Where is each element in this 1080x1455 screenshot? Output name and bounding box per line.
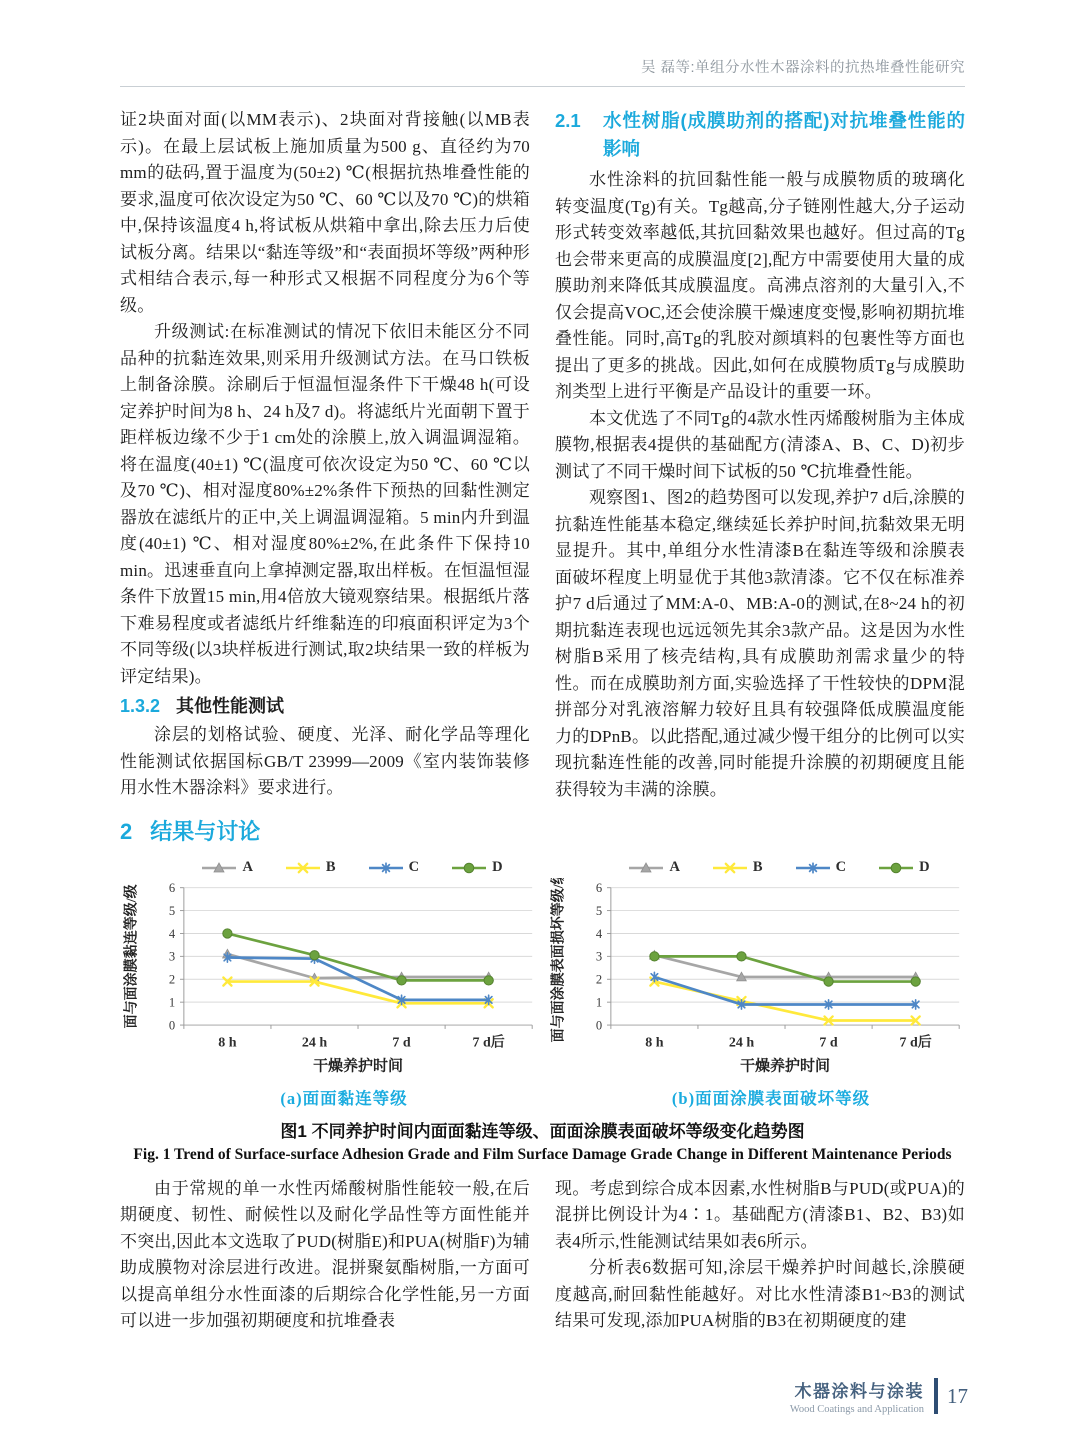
legend-label: D bbox=[919, 859, 930, 875]
y-tick-label: 2 bbox=[595, 972, 603, 987]
circle-marker bbox=[464, 863, 474, 873]
legend-label: C bbox=[408, 859, 420, 875]
y-tick-label: 6 bbox=[595, 880, 603, 895]
y-tick-label: 0 bbox=[595, 1017, 603, 1032]
y-tick-label: 5 bbox=[168, 903, 176, 918]
paragraph: 本文优选了不同Tg的4款水性丙烯酸树脂为主体成膜物,根据表4提供的基础配方(清漆A、B、C、D)初步测试了不同干燥时间下试板的50 ℃抗堆叠性能。 bbox=[555, 408, 965, 481]
main-columns bbox=[120, 107, 965, 848]
chart-plot-b bbox=[547, 878, 965, 1079]
chart-plot-a bbox=[120, 878, 538, 1079]
circle-marker bbox=[310, 950, 319, 959]
legend-marker-B bbox=[712, 862, 748, 874]
paragraph: 由于常规的单一水性丙烯酸树脂性能较一般,在后期硬度、韧性、耐候性以及耐化学品性等方面性能并不突出,因此本文选取了PUD(树脂E)和PUA(树脂F)为辅助成膜物对涂层进行改进。混拼聚氨酯树脂,一方面可以提高单组分水性面漆的后期综合化学性能,另一方面可以进一步加强初期硬度和抗堆叠表 bbox=[120, 1178, 530, 1331]
legend-item-B bbox=[712, 859, 763, 876]
x-tick-label: 7 d bbox=[392, 1034, 411, 1050]
legend-item-B bbox=[285, 859, 336, 876]
y-tick-label: 2 bbox=[168, 972, 176, 987]
circle-marker bbox=[223, 928, 232, 937]
page-footer bbox=[790, 1377, 968, 1415]
charts-row bbox=[120, 858, 965, 1109]
legend-label: C bbox=[835, 859, 847, 875]
x-tick-label: 7 d后 bbox=[899, 1034, 932, 1050]
legend-marker-C bbox=[368, 862, 404, 874]
y-axis-title: 面与面涂膜表面损坏等级/级 bbox=[551, 877, 567, 1042]
series-A bbox=[223, 949, 494, 982]
journal-name-en: Wood Coatings and Application bbox=[789, 1404, 924, 1415]
y-tick-label: 5 bbox=[595, 903, 603, 918]
figure-1 bbox=[120, 858, 965, 1164]
y-tick-label: 3 bbox=[168, 949, 176, 964]
bottom-right-column bbox=[555, 1176, 965, 1335]
legend-item-C bbox=[795, 859, 846, 876]
legend-item-A bbox=[201, 859, 252, 876]
x-tick-label: 8 h bbox=[218, 1034, 237, 1050]
section-heading-1-3-2 bbox=[120, 693, 530, 720]
x-tick-label: 7 d bbox=[819, 1034, 838, 1050]
series-line-B bbox=[654, 981, 915, 1020]
left-column bbox=[120, 107, 530, 848]
paragraph: 观察图1、图2的趋势图可以发现,养护7 d后,涂膜的抗黏连性能基本稳定,继续延长养护时间,抗黏效果无明显提升。其中,单组分水性清漆B在黏连等级和涂膜表面破坏程度上明显优于其他3款清漆。它不仅在标准养护7 d后通过了MM:A-0、MB:A-0的测试,在8~24 h的初期抗黏连表现也远远领先其余3款产品。这是因为水性树脂B采用了核壳结构,具有成膜助剂需求量少的特性。而在成膜助剂方面,实验选择了干性较快的DPM混拼部分对乳液溶解力较好且具有较强降低成膜温度能力的DPnB。以此搭配,通过减少慢干组分的比例可以实现抗黏连性能的改善,同时能提升涂膜的初期硬度且能获得较为丰满的涂膜。 bbox=[555, 488, 965, 799]
x-tick-label: 8 h bbox=[645, 1034, 664, 1050]
section-title: 结果与讨论 bbox=[150, 818, 261, 844]
legend-marker-D bbox=[878, 862, 914, 874]
paragraph: 分析表6数据可知,涂层干燥养护时间越长,涂膜硬度越高,耐回黏性能越好。对比水性清漆B1~B3的测试结果可发现,添加PUA树脂的B3在初期硬度的建 bbox=[555, 1258, 965, 1331]
bottom-left-column bbox=[120, 1176, 530, 1335]
y-tick-label: 0 bbox=[168, 1017, 176, 1032]
legend-item-D bbox=[451, 859, 502, 876]
x-axis-title: 干燥养护时间 bbox=[740, 1058, 830, 1075]
series-A bbox=[650, 950, 921, 980]
paragraph: 水性涂料的抗回黏性能一般与成膜物质的玻璃化转变温度(Tg)有关。Tg越高,分子链刚性越大,分子运动形式转变效率越低,其抗回黏效果也越好。但过高的Tg也会带来更高的成膜温度[2],配方中需要使用大量的成膜助剂来降低其成膜温度。高沸点溶剂的大量引入,不仅会提高VOC,还会使涂膜干燥速度变慢,影响初期抗堆叠性能。同时,高Tg的乳胶对颜填料的包裹性等方面也提出了更多的挑战。因此,如何在成膜物质Tg与成膜助剂类型上进行平衡是产品设计的重要一环。 bbox=[555, 170, 965, 401]
chart-panel-b bbox=[547, 858, 965, 1109]
page-number: 17 bbox=[947, 1383, 968, 1408]
x-tick-label: 24 h bbox=[301, 1034, 328, 1050]
figure-caption-zh: 图1 不同养护时间内面面黏连等级、面面涂膜表面破坏等级变化趋势图 bbox=[280, 1121, 805, 1141]
paragraph: 升级测试:在标准测试的情况下依旧未能区分不同品种的抗黏连效果,则采用升级测试方法。在马口铁板上制备涂膜。涂刷后于恒温恒湿条件下干燥48 h(可设定养护时间为8 h、24 h及7 d)。将滤纸片光面朝下置于距样板边缘不少于1 cm处的涂膜上,放入调温调湿箱。将在温度(40±1) ℃(温度可依次设定为50 ℃、60 ℃以及70 ℃)、相对湿度80%±2%条件下预热的回黏性测定器放在滤纸片的正中,关上调温调湿箱。5 min内升到温度(40±1) ℃、相对湿度80%±2%,在此条件下保持10 min。迅速垂直向上拿掉测定器,取出样板。在恒温恒湿条件下放置15 min,用4倍放大镜观察结果。根据纸片落下难易程度或者滤纸片纤维黏连的印痕面积评定为3个不同等级(以3块样板进行测试,取2块结果一致的样板为评定结果)。 bbox=[120, 322, 530, 686]
legend-label: B bbox=[325, 859, 336, 875]
running-head: 吴 磊等:单组分水性木器涂料的抗热堆叠性能研究 bbox=[120, 56, 965, 87]
paragraph: 涂层的划格试验、硬度、光泽、耐化学品等理化性能测试依据国标GB/T 23999—2009《室内装饰装修用水性木器涂料》要求进行。 bbox=[120, 725, 530, 797]
circle-marker bbox=[737, 951, 746, 960]
chart-subcaption-b: (b)面面涂膜表面破坏等级 bbox=[671, 1088, 871, 1108]
legend-label: A bbox=[242, 859, 253, 875]
circle-marker bbox=[650, 951, 659, 960]
circle-marker bbox=[911, 976, 920, 985]
legend-marker-C bbox=[795, 862, 831, 874]
legend-item-C bbox=[368, 859, 419, 876]
series-B bbox=[223, 977, 492, 1007]
section-title: 水性树脂(成膜助剂的搭配)对抗堆叠性能的影响 bbox=[603, 110, 965, 159]
figure-caption-en: Fig. 1 Trend of Surface-surface Adhesion Grade and Film Surface Damage Grade Change in Different Maintenance Periods bbox=[133, 1145, 952, 1163]
x-tick-label: 7 d后 bbox=[472, 1034, 505, 1050]
chart-subcaption-a: (a)面面黏连等级 bbox=[280, 1088, 408, 1108]
chart-legend bbox=[120, 858, 538, 878]
x-tick-label: 24 h bbox=[728, 1034, 755, 1050]
x-axis-title: 干燥养护时间 bbox=[313, 1058, 403, 1075]
section-heading-2 bbox=[120, 816, 530, 848]
legend-marker-B bbox=[285, 862, 321, 874]
circle-marker bbox=[824, 976, 833, 985]
circle-marker bbox=[484, 975, 493, 984]
y-tick-label: 6 bbox=[168, 880, 176, 895]
y-tick-label: 1 bbox=[595, 995, 603, 1010]
series-line-A bbox=[654, 955, 915, 977]
chart-panel-a bbox=[120, 858, 538, 1109]
footer-divider-bar bbox=[934, 1378, 938, 1414]
y-axis-title: 面与面涂膜黏连等级/级 bbox=[124, 883, 140, 1028]
y-tick-label: 3 bbox=[595, 949, 603, 964]
section-number: 1.3.2 bbox=[120, 696, 161, 716]
legend-label: A bbox=[669, 859, 680, 875]
y-tick-label: 4 bbox=[595, 926, 603, 941]
y-tick-label: 1 bbox=[168, 995, 176, 1010]
paragraph: 证2块面对面(以MM表示)、2块面对背接触(以MB表示)。在最上层试板上施加质量为500 g、直径约为70 mm的砝码,置于温度为(50±2) ℃(根据抗热堆叠性能的要求,温度可依次设定为50 ℃、60 ℃以及70 ℃)的烘箱中,保持该温度4 h,将试板从烘箱中拿出,除去压力后使试板分离。结果以“黏连等级”和“表面损坏等级”两种形式相结合表示,每一种形式又根据不同程度分为6个等级。 bbox=[120, 110, 530, 315]
chart-legend bbox=[547, 858, 965, 878]
right-column bbox=[555, 107, 965, 848]
series-D bbox=[650, 951, 921, 985]
bottom-columns bbox=[120, 1176, 965, 1335]
journal-name-zh: 木器涂料与涂装 bbox=[794, 1382, 924, 1401]
section-heading-2-1 bbox=[555, 107, 965, 163]
legend-marker-A bbox=[628, 862, 664, 874]
legend-label: D bbox=[492, 859, 503, 875]
legend-item-A bbox=[628, 859, 679, 876]
legend-marker-D bbox=[451, 862, 487, 874]
circle-marker bbox=[397, 975, 406, 984]
paragraph: 现。考虑到综合成本因素,水性树脂B与PUD(或PUA)的混拼比例设计为4∶1。基础配方(清漆B1、B2、B3)如表4所示,性能测试结果如表6所示。 bbox=[555, 1178, 965, 1251]
legend-label: B bbox=[752, 859, 763, 875]
series-C bbox=[224, 952, 492, 1004]
y-tick-label: 4 bbox=[168, 926, 176, 941]
series-B bbox=[650, 977, 919, 1024]
section-number: 2.1 bbox=[555, 110, 581, 131]
legend-item-D bbox=[878, 859, 929, 876]
circle-marker bbox=[891, 863, 901, 873]
legend-marker-A bbox=[201, 862, 237, 874]
section-number: 2 bbox=[120, 818, 133, 844]
journal-name bbox=[790, 1377, 924, 1415]
section-title: 其他性能测试 bbox=[176, 696, 285, 716]
